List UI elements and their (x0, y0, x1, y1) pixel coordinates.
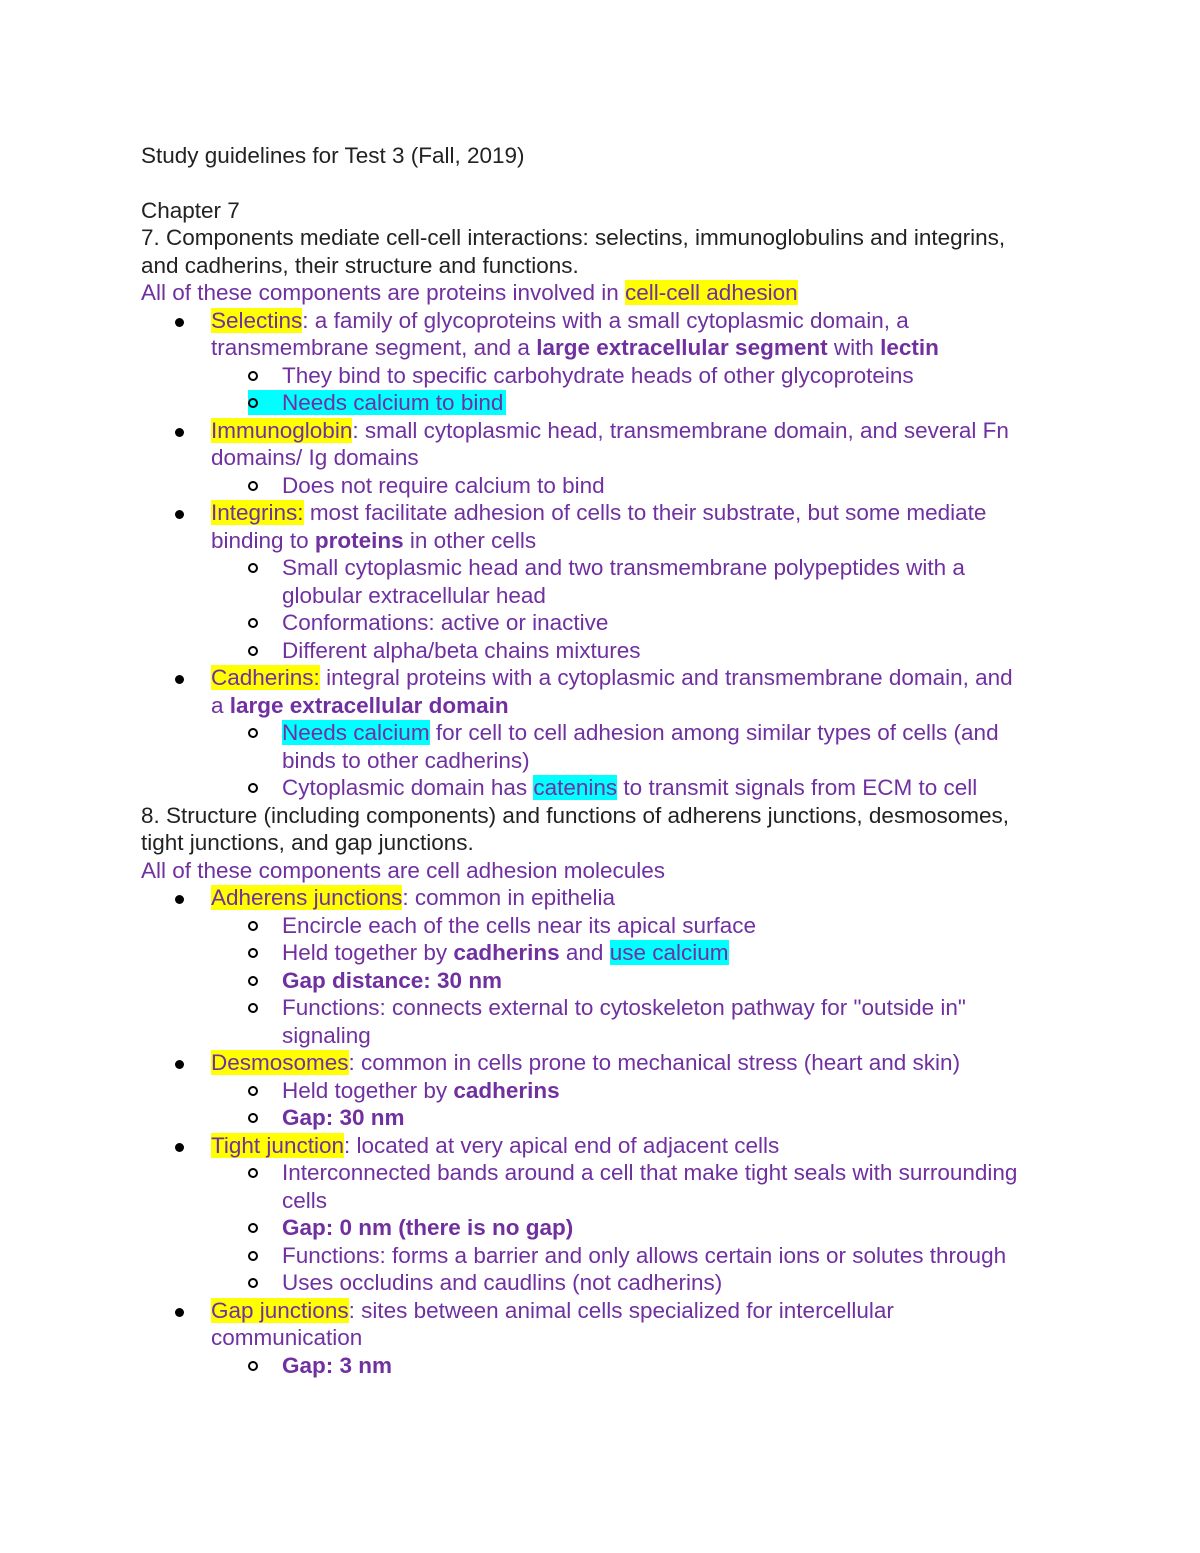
immunoglobin-desc: : small cytoplasmic head, transmembrane domain, and several Fn (352, 417, 1009, 443)
bullet-circle-icon (248, 481, 258, 491)
list-item-integrins (141, 499, 1071, 527)
cadherins-desc-cont (141, 692, 1071, 720)
sub-item-text: They bind to specific carbohydrate heads of other glycoproteins (282, 362, 914, 388)
sub-item (141, 994, 1071, 1022)
sub-item-text: Functions: connects external to cytoskeleton pathway for "outside in" (282, 995, 966, 1020)
q8-prompt-line-2: tight junctions, and gap junctions. (141, 830, 474, 855)
document-title: Study guidelines for Test 3 (Fall, 2019) (141, 143, 525, 168)
sub-item-text: Cytoplasmic domain has (282, 775, 534, 800)
sub-item (141, 637, 1071, 665)
sub-item (141, 967, 1071, 995)
sub-item-text: Uses occludins and caudlins (not cadherins) (282, 1270, 723, 1295)
term-selectins: Selectins (211, 307, 303, 333)
sub-item (141, 1077, 1071, 1105)
sub-item (141, 1104, 1071, 1132)
sub-item-bold: cadherins (453, 940, 560, 965)
selectins-desc-with: with (827, 335, 881, 360)
bullet-circle-icon (248, 398, 258, 408)
sub-item (141, 1242, 1071, 1270)
bullet-dot-icon (175, 510, 184, 519)
gapj-desc: : sites between animal cells specialized for intercellular (348, 1297, 894, 1323)
sub-item-bold: cadherins (453, 1077, 560, 1103)
bullet-circle-icon (248, 1113, 258, 1123)
integrins-desc-text: binding to (211, 527, 315, 553)
sub-item (141, 1214, 1071, 1242)
selectins-desc-text: transmembrane segment, and a (211, 335, 537, 360)
bullet-dot-icon (175, 1308, 184, 1317)
selectins-bold-segment: large extracellular segment (536, 335, 828, 360)
sub-item-text: Small cytoplasmic head and two transmembrane polypeptides with a (282, 555, 965, 580)
sub-item-highlight: use calcium (609, 940, 729, 965)
sub-item-cont: globular extracellular head (282, 582, 546, 608)
sub-item-text: Different alpha/beta chains mixtures (282, 637, 641, 663)
sub-item-cont: cells (282, 1187, 328, 1213)
sub-item (141, 362, 1071, 390)
q7-intro-text: All of these components are proteins involved in (141, 280, 626, 305)
term-integrins: Integrins: (211, 500, 304, 525)
document-body (141, 142, 1071, 1379)
q8-intro: All of these components are cell adhesion molecules (141, 857, 666, 883)
bullet-dot-icon (175, 1143, 184, 1152)
list-item-gap-junctions (141, 1297, 1071, 1325)
bullet-dot-icon (175, 428, 184, 437)
bullet-circle-icon (248, 1251, 258, 1261)
q7-prompt-line-2: and cadherins, their structure and functions. (141, 252, 579, 278)
bullet-dot-icon (175, 675, 184, 684)
sub-item-text: Gap distance: 30 nm (282, 967, 503, 993)
sub-item (141, 609, 1071, 637)
bullet-circle-icon (248, 563, 258, 573)
cadherins-desc-text: a (211, 692, 230, 718)
bullet-dot-icon (175, 1060, 184, 1069)
bullet-circle-icon (248, 618, 258, 628)
sub-item-text: Gap: 0 nm (there is no gap) (282, 1215, 574, 1240)
bullet-dot-icon (175, 895, 184, 904)
sub-item (141, 1352, 1071, 1380)
sub-item (141, 472, 1071, 500)
list-item-desmosomes (141, 1049, 1071, 1077)
selectins-desc: : a family of glycoproteins with a small cytoplasmic domain, a (302, 307, 909, 333)
sub-item (141, 719, 1071, 747)
sub-item-text: Held together by (282, 940, 454, 965)
sub-item-text: Held together by (282, 1077, 454, 1103)
sub-item-highlight: Needs calcium to bind (248, 390, 506, 415)
sub-item-highlight: Needs calcium (282, 720, 430, 745)
sub-item (141, 939, 1071, 967)
cadherins-desc: integral proteins with a cytoplasmic and transmembrane domain, and (319, 665, 1013, 690)
sub-item (141, 554, 1071, 582)
term-immunoglobin: Immunoglobin (211, 417, 353, 443)
bullet-circle-icon (248, 1361, 258, 1371)
selectins-desc-cont (141, 334, 1071, 362)
desmosomes-desc: : common in cells prone to mechanical stress (heart and skin) (348, 1050, 961, 1075)
sub-item-text-and: and (559, 940, 610, 965)
sub-item-text: Gap: 30 nm (282, 1105, 405, 1130)
bullet-circle-icon (248, 371, 258, 381)
sub-item (141, 389, 1071, 417)
spacer (141, 170, 1071, 197)
bullet-circle-icon (248, 1223, 258, 1233)
term-tight-junction: Tight junction (211, 1132, 344, 1158)
bullet-circle-icon (248, 646, 258, 656)
bullet-circle-icon (248, 976, 258, 986)
sub-item (141, 774, 1071, 802)
bullet-circle-icon (248, 948, 258, 958)
bullet-circle-icon (248, 921, 258, 931)
integrins-desc-end: in other cells (403, 527, 537, 553)
sub-item-highlight: catenins (533, 775, 618, 800)
q8-prompt-line-1: 8. Structure (including components) and functions of adherens junctions, desmosomes, (141, 802, 1009, 828)
sub-item-text: Encircle each of the cells near its apical surface (282, 912, 756, 938)
sub-item (141, 912, 1071, 940)
sub-item-text: Functions: forms a barrier and only allows certain ions or solutes through (282, 1242, 1007, 1268)
integrins-bold-proteins: proteins (314, 527, 404, 553)
bullet-circle-icon (248, 1278, 258, 1288)
sub-item-cont: signaling (282, 1022, 371, 1048)
list-item-immunoglobin (141, 417, 1071, 445)
integrins-desc-cont (141, 527, 1071, 555)
term-gap-junctions: Gap junctions (211, 1297, 349, 1323)
sub-item-text: Interconnected bands around a cell that make tight seals with surrounding (282, 1160, 1018, 1185)
term-cadherins: Cadherins: (211, 665, 320, 690)
list-item-tight-junction (141, 1132, 1071, 1160)
bullet-circle-icon (248, 728, 258, 738)
bullet-dot-icon (175, 318, 184, 327)
bullet-circle-icon (248, 783, 258, 793)
bullet-circle-icon (248, 1168, 258, 1178)
sub-item-text: for cell to cell adhesion among similar types of cells (and (429, 720, 999, 745)
list-item-selectins (141, 307, 1071, 335)
term-desmosomes: Desmosomes (211, 1050, 349, 1075)
q7-prompt-line-1: 7. Components mediate cell-cell interactions: selectins, immunoglobulins and integrins, (141, 225, 1006, 250)
selectins-bold-lectin: lectin (880, 335, 939, 360)
adherens-desc: : common in epithelia (402, 885, 615, 910)
sub-item-text: Does not require calcium to bind (282, 472, 605, 498)
gapj-desc-cont: communication (211, 1325, 363, 1350)
list-item-cadherins (141, 664, 1071, 692)
bullet-circle-icon (248, 1003, 258, 1013)
sub-item-text-end: to transmit signals from ECM to cell (617, 775, 978, 800)
q7-intro (141, 279, 1071, 307)
bullet-circle-icon (248, 1086, 258, 1096)
sub-item (141, 1159, 1071, 1187)
integrins-desc: most facilitate adhesion of cells to their substrate, but some mediate (303, 500, 987, 525)
immunoglobin-desc-cont: domains/ Ig domains (211, 445, 419, 470)
term-adherens: Adherens junctions (211, 885, 403, 910)
list-item-adherens (141, 884, 1071, 912)
chapter-heading: Chapter 7 (141, 197, 240, 223)
tight-desc: : located at very apical end of adjacent cells (344, 1132, 780, 1158)
sub-item-text: Conformations: active or inactive (282, 610, 609, 635)
sub-item-cont: binds to other cadherins) (282, 747, 530, 773)
cadherins-bold-domain: large extracellular domain (229, 692, 509, 718)
sub-item (141, 1269, 1071, 1297)
sub-item-text: Gap: 3 nm (282, 1352, 393, 1378)
q7-intro-highlight: cell-cell adhesion (625, 280, 798, 305)
